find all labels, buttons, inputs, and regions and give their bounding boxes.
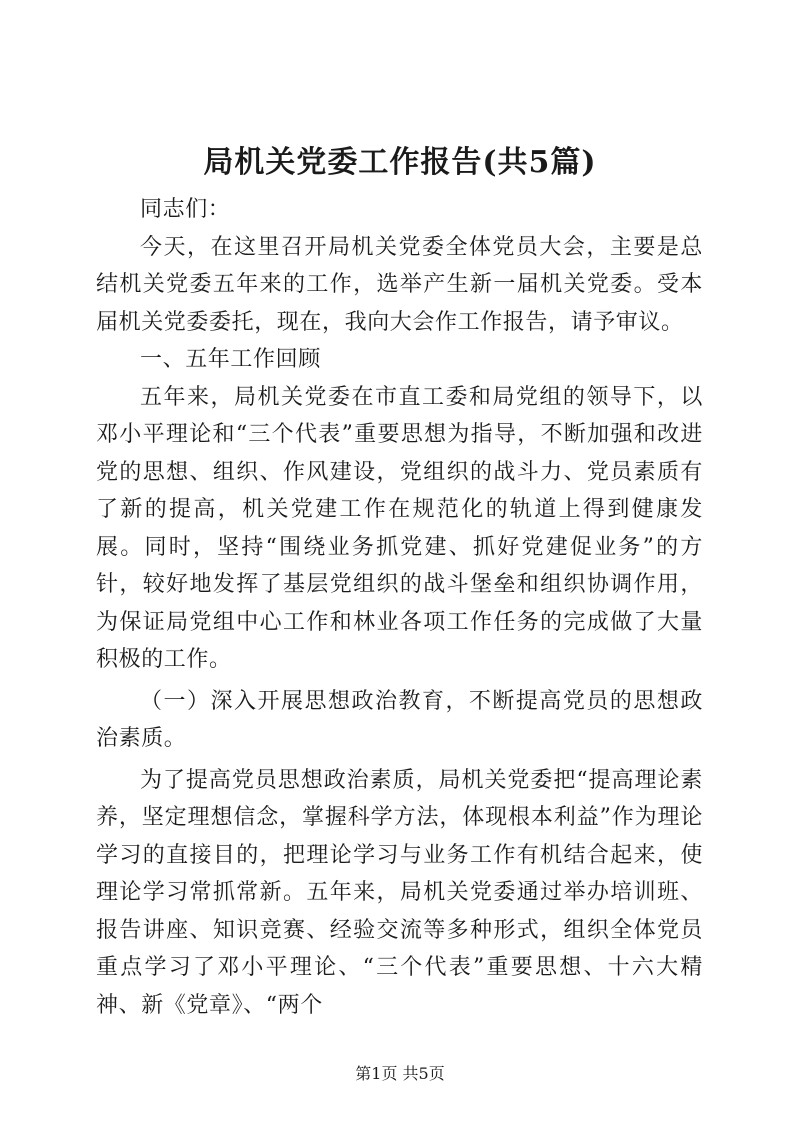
paragraph-intro: 今天，在这里召开局机关党委全体党员大会，主要是总结机关党委五年来的工作，选举产生新一届机关党委。受本届机关党委委托，现在，我向大会作工作报告，请予审议。 <box>96 234 703 335</box>
document-body <box>96 191 703 1024</box>
section-heading: 一、五年工作回顾 <box>140 347 321 372</box>
paragraph-review: 五年来，局机关党委在市直工委和局党组的领导下，以邓小平理论和“三个代表”重要思想为指导，不断加强和改进党的思想、组织、作风建设，党组织的战斗力、党员素质有了新的提高，机关党建工作在规范化的轨道上得到健康发展。同时，坚持“围绕业务抓党建、抓好党建促业务”的方针，较好地发挥了基层党组织的战斗堡垒和组织协调作用，为保证局党组中心工作和林业各项工作任务的完成做了大量积极的工作。 <box>96 384 703 672</box>
subsection-heading: （一）深入开展思想政治教育，不断提高党员的思想政治素质。 <box>96 688 703 751</box>
paragraph-salutation: 同志们： <box>140 197 231 222</box>
paragraph-education: 为了提高党员思想政治素质，局机关党委把“提高理论素养，坚定理想信念，掌握科学方法，体现根本利益”作为理论学习的直接目的，把理论学习与业务工作有机结合起来，使理论学习常抓常新。五年来，局机关党委通过举办培训班、报告讲座、知识竞赛、经验交流等多种形式，组织全体党员重点学习了邓小平理论、“三个代表”重要思想、十六大精神、新《党章》、“两个 <box>96 767 703 1018</box>
document-title: 局机关党委工作报告(共5篇) <box>203 145 597 180</box>
page-number: 第1页 共5页 <box>355 1064 445 1083</box>
